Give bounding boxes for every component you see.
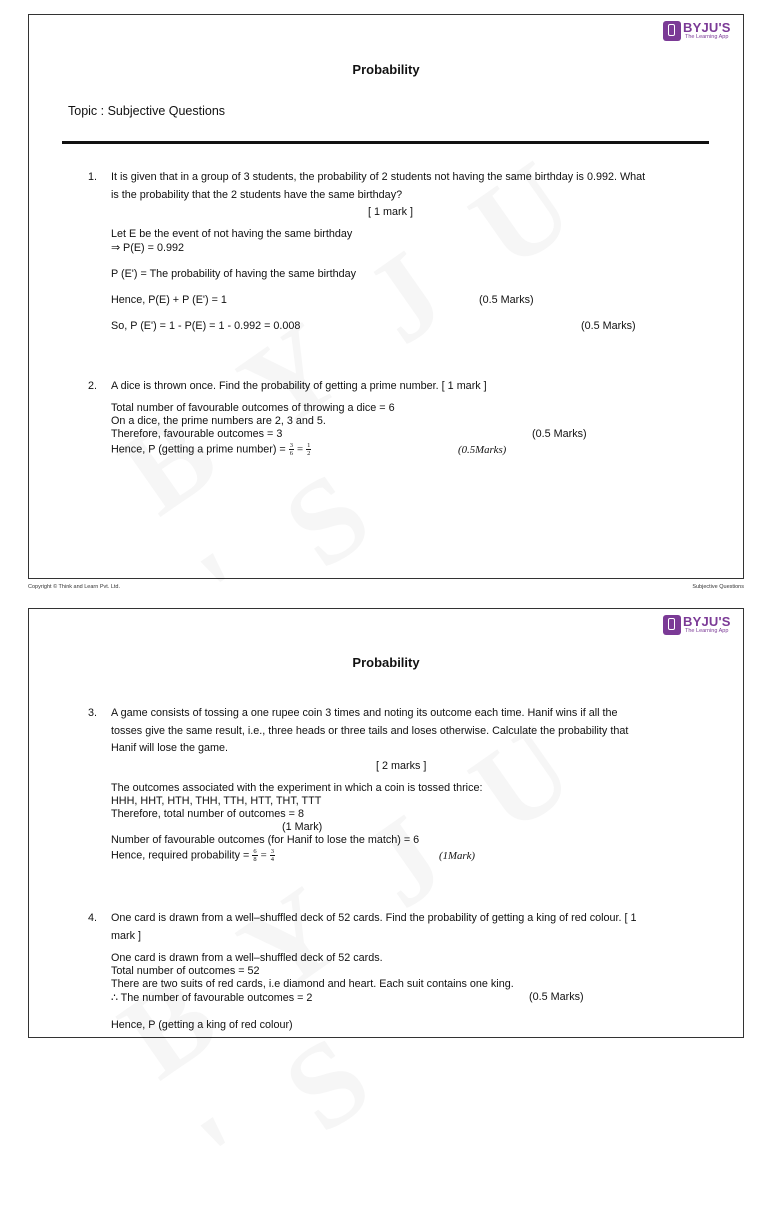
document-page-1 (28, 14, 744, 579)
marks-label: (0.5 Marks) (479, 294, 534, 306)
logo-tagline: The Learning App (685, 34, 729, 40)
marks-label: (0.5 Marks) (529, 991, 584, 1003)
answer-line: P (E') = The probability of having the same birthday (111, 268, 357, 280)
fraction (252, 848, 257, 863)
marks-label: [ 2 marks ] (376, 760, 427, 772)
document-page-2 (28, 608, 744, 1038)
answer-line: On a dice, the prime numbers are 2, 3 and 5. (111, 415, 326, 427)
answer-line: Let E be the event of not having the same birthday (111, 228, 353, 240)
answer-text: Hence, P (getting a prime number) = (111, 443, 286, 456)
answer-line: The outcomes associated with the experiment in which a coin is tossed thrice: (111, 782, 483, 794)
numerator: 3 (270, 848, 274, 855)
logo-icon (663, 615, 681, 635)
question-text: tosses give the same result, i.e., three heads or three tails and loses otherwise. Calculate the probability that (111, 725, 629, 737)
answer-line: Number of favourable outcomes (for Hanif to lose the match) = 6 (111, 834, 420, 846)
logo-tagline: The Learning App (685, 628, 729, 634)
marks-label: [ 1 mark ] (368, 206, 413, 218)
answer-line: ∴ The number of favourable outcomes = 2 (111, 992, 313, 1004)
watermark (96, 71, 765, 655)
marks-label: (0.5 Marks) (581, 320, 636, 332)
byjus-logo (663, 20, 737, 44)
divider-rule (62, 141, 709, 144)
denominator: 8 (253, 856, 257, 863)
marks-label: (0.5 Marks) (532, 428, 587, 440)
answer-line: One card is drawn from a well–shuffled deck of 52 cards. (111, 952, 383, 964)
answer-line: Therefore, total number of outcomes = 8 (111, 808, 304, 820)
question-number: 2. (88, 380, 98, 392)
answer-line: Total number of outcomes = 52 (111, 965, 260, 977)
answer-text: Hence, required probability = (111, 849, 250, 862)
marks-label: (1Mark) (439, 850, 475, 862)
marks-label: (1 Mark) (282, 821, 323, 833)
fraction (306, 442, 311, 457)
question-text: is the probability that the 2 students have the same birthday? (111, 189, 403, 201)
fraction (289, 442, 294, 457)
answer-line (111, 848, 275, 863)
answer-line: Hence, P(E) + P (E') = 1 (111, 294, 227, 306)
denominator: 4 (270, 856, 274, 863)
denominator: 2 (307, 450, 311, 457)
topic-heading: Topic : Subjective Questions (68, 104, 226, 118)
answer-line: Total number of favourable outcomes of throwing a dice = 6 (111, 402, 395, 414)
page-title: Probability (352, 655, 420, 670)
question-text: A game consists of tossing a one rupee coin 3 times and noting its outcome each time. Hanif wins if all the (111, 707, 618, 719)
marks-label: (0.5Marks) (458, 444, 507, 456)
equals-sign: = (297, 443, 304, 456)
page-title: Probability (352, 62, 420, 77)
footer-copyright: Copyright © Think and Learn Pvt. Ltd. (28, 584, 121, 590)
numerator: 3 (289, 442, 293, 449)
equals-sign: = (260, 849, 267, 862)
question-number: 1. (88, 171, 98, 183)
numerator: 1 (307, 442, 311, 449)
question-text: One card is drawn from a well–shuffled deck of 52 cards. Find the probability of getting a king of red colour. [ 1 (111, 912, 637, 924)
question-number: 3. (88, 707, 98, 719)
answer-line: There are two suits of red cards, i.e diamond and heart. Each suit contains one king. (111, 978, 514, 990)
answer-line: HHH, HHT, HTH, THH, TTH, HTT, THT, TTT (111, 795, 322, 807)
question-text: Hanif will lose the game. (111, 742, 229, 754)
denominator: 6 (289, 450, 293, 457)
question-text: mark ] (111, 930, 141, 942)
logo-icon (663, 21, 681, 41)
question-text: It is given that in a group of 3 students, the probability of 2 students not having the same birthday is 0.992. What (111, 171, 646, 183)
answer-line: Therefore, favourable outcomes = 3 (111, 428, 283, 440)
answer-line (111, 442, 311, 457)
question-text: A dice is thrown once. Find the probability of getting a prime number. [ 1 mark ] (111, 380, 487, 392)
fraction (270, 848, 275, 863)
answer-line: ⇒ P(E) = 0.992 (111, 242, 184, 254)
byjus-logo (663, 614, 737, 638)
watermark (96, 635, 765, 1219)
answer-line: Hence, P (getting a king of red colour) (111, 1019, 293, 1031)
footer-section: Subjective Questions (692, 584, 744, 590)
answer-line: So, P (E') = 1 - P(E) = 1 - 0.992 = 0.008 (111, 320, 301, 332)
logo-name: BYJU'S (683, 20, 731, 35)
logo-name: BYJU'S (683, 614, 731, 629)
question-number: 4. (88, 912, 98, 924)
numerator: 6 (253, 848, 257, 855)
